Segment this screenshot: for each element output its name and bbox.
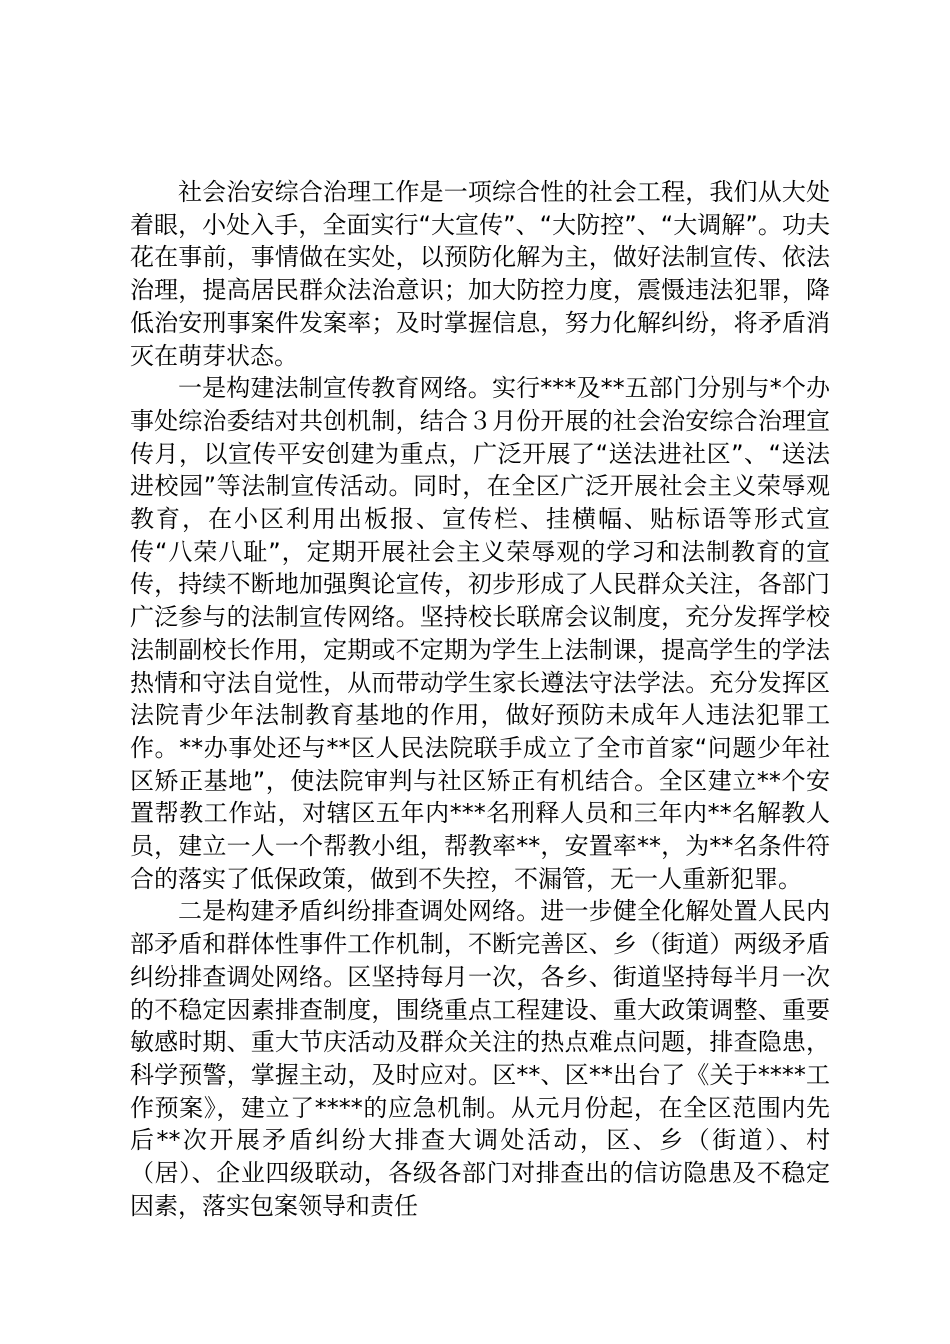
paragraph-dispute-mediation-network: 二是构建矛盾纠纷排查调处网络。进一步健全化解处置人民内部矛盾和群体性事件工作机制，不断完善区、乡（街道）两级矛盾纠纷排查调处网络。区坚持每月一次，各乡、街道坚持每半月一次的不稳定因素排查制度，围绕重点工程建设、重大政策调整、重要敏感时期、重大节庆活动及群众关注的热点难点问题，排查隐患，科学预警，掌握主动，及时应对。区**、区**出台了《关于****工作预案》，建立了****的应急机制。从元月份起，在全区范围内先后**次开展矛盾纠纷大排查大调处活动，区、乡（街道）、村（居）、企业四级联动，各级各部门对排查出的信访隐患及不稳定因素，落实包案领导和责任 — [130, 897, 830, 1220]
document-body — [130, 176, 830, 1223]
paragraph-legal-education-network: 一是构建法制宣传教育网络。实行***及**五部门分别与*个办事处综治委结对共创机制，结合３月份开展的社会治安综合治理宣传月，以宣传平安创建为重点，广泛开展了“送法进社区”、“送法进校园”等法制宣传活动。同时，在全区广泛开展社会主义荣辱观教育，在小区利用出板报、宣传栏、挂横幅、贴标语等形式宣传“八荣八耻”，定期开展社会主义荣辱观的学习和法制教育的宣传，持续不断地加强舆论宣传，初步形成了人民群众关注，各部门广泛参与的法制宣传网络。坚持校长联席会议制度，充分发挥学校法制副校长作用，定期或不定期为学生上法制课，提高学生的学法热情和守法自觉性，从而带动学生家长遵法守法学法。充分发挥区法院青少年法制教育基地的作用，做好预防未成年人违法犯罪工作。**办事处还与**区人民法院联手成立了全市首家“问题少年社区矫正基地”，使法院审判与社区矫正有机结合。全区建立**个安置帮教工作站，对辖区五年内***名刑释人员和三年内**名解教人员，建立一人一个帮教小组，帮教率**，安置率**，为**名条件符合的落实了低保政策，做到不失控，不漏管，无一人重新犯罪。 — [130, 374, 830, 893]
paragraph-intro: 社会治安综合治理工作是一项综合性的社会工程，我们从大处着眼，小处入手，全面实行“大宣传”、“大防控”、“大调解”。功夫花在事前，事情做在实处，以预防化解为主，做好法制宣传、依法治理，提高居民群众法治意识；加大防控力度，震慑违法犯罪，降低治安刑事案件发案率；及时掌握信息，努力化解纠纷，将矛盾消灭在萌芽状态。 — [130, 178, 830, 370]
